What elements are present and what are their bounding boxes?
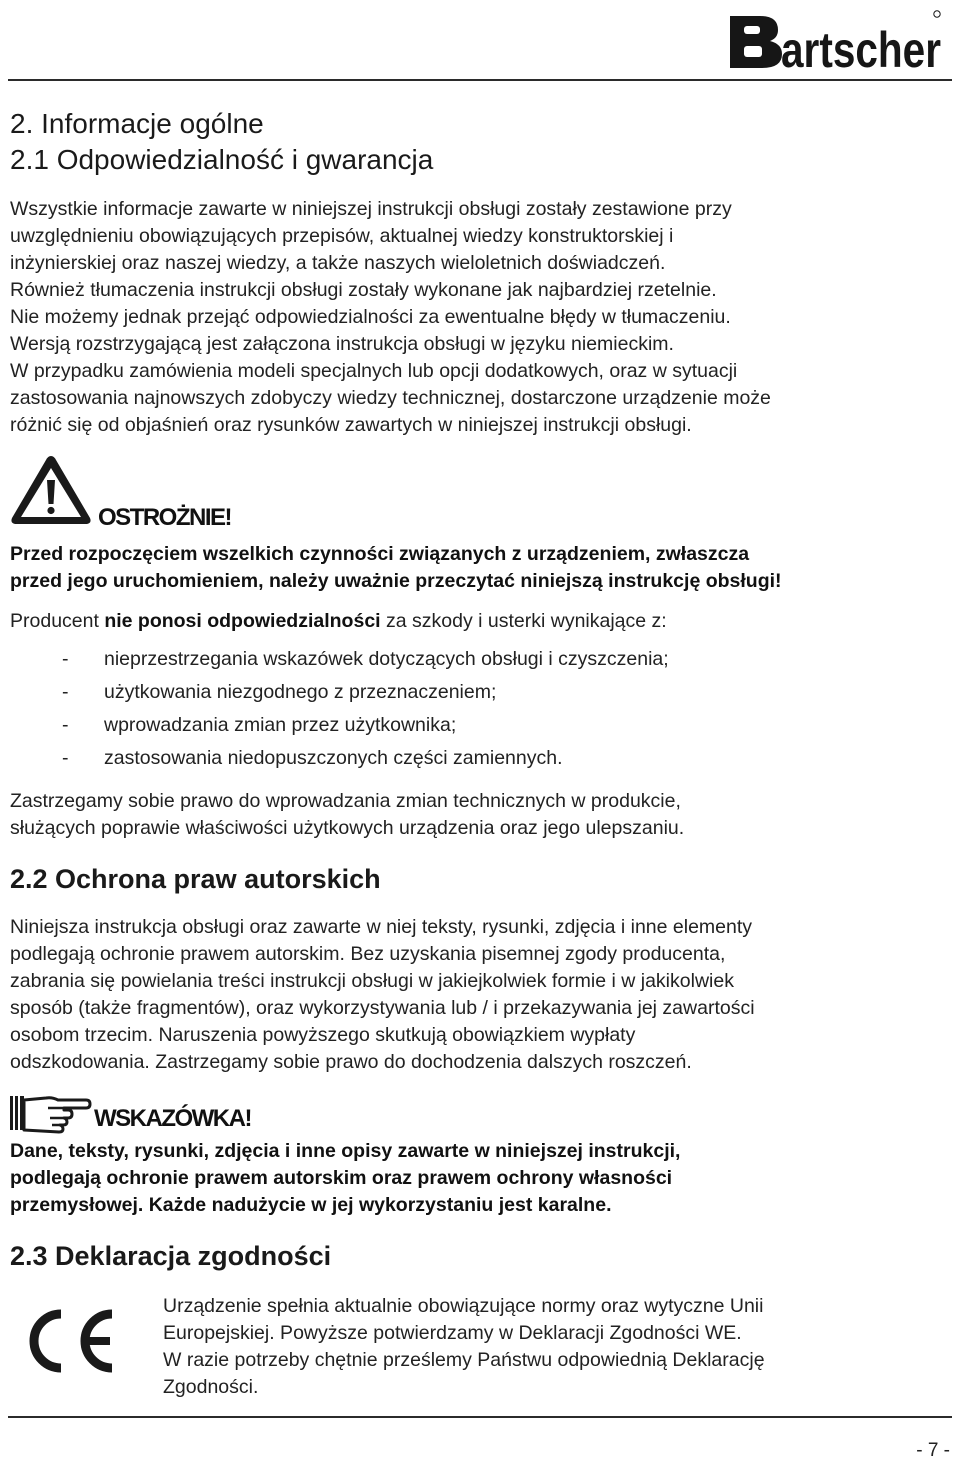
paragraph-line: Zgodności.: [163, 1376, 259, 1398]
paragraph-line: służących poprawie właściwości użytkowych urządzenia oraz jego ulepszaniu.: [10, 817, 685, 839]
list-dash: -: [62, 747, 69, 769]
note-heading: WSKAZÓWKA!: [94, 1105, 251, 1132]
svg-text:artscher: artscher: [781, 22, 941, 78]
pointing-hand-icon: [8, 1092, 92, 1134]
paragraph-line: Wersją rozstrzygającą jest załączona instrukcja obsługi w języku niemieckim.: [10, 333, 674, 355]
warning-triangle-icon: [8, 452, 94, 528]
caution-line: Przed rozpoczęciem wszelkich czynności związanych z urządzeniem, zwłaszcza: [10, 543, 750, 565]
list-item-text: nieprzestrzegania wskazówek dotyczących obsługi i czyszczenia;: [104, 648, 669, 670]
paragraph-line: Również tłumaczenia instrukcji obsługi zostały wykonane jak najbardziej rzetelnie.: [10, 279, 717, 301]
note-line: podlegają ochronie prawem autorskim oraz prawem ochrony własności: [10, 1167, 673, 1189]
copyright-paragraph: [10, 914, 960, 1076]
paragraph-line: Niniejsza instrukcja obsługi oraz zawarte w niej teksty, rysunki, zdjęcia i inne elementy: [10, 916, 753, 938]
subsection-title-2-3: 2.3 Deklaracja zgodności: [10, 1241, 332, 1271]
paragraph-line: Europejskiej. Powyższe potwierdzamy w Deklaracji Zgodności WE.: [163, 1322, 742, 1344]
reservation-paragraph: [10, 788, 960, 842]
bartscher-logo: [726, 6, 944, 78]
paragraph-line: podlegają ochronie prawem autorskim. Bez uzyskania pisemnej zgody producenta,: [10, 943, 726, 965]
liability-suffix: za szkody i usterki wynikające z:: [380, 610, 667, 632]
list-item-text: wprowadzania zmian przez użytkownika;: [104, 714, 457, 736]
footer-rule: [8, 1416, 952, 1418]
paragraph-line: sposób (także fragmentów), oraz wykorzystywania lub / i przekazywania jej zawartości: [10, 997, 755, 1019]
caution-text: [10, 541, 960, 595]
paragraph-line: zastosowania najnowszych zdobyczy wiedzy technicznej, dostarczone urządzenie może: [10, 387, 771, 409]
conformity-paragraph: [163, 1293, 953, 1401]
paragraph-line: Urządzenie spełnia aktualnie obowiązujące normy oraz wytyczne Unii: [163, 1295, 764, 1317]
caution-heading: OSTROŻNIE!: [98, 504, 231, 531]
list-dash: -: [62, 648, 69, 670]
ce-mark-icon: [16, 1306, 120, 1376]
paragraph-line: inżynierskiej oraz naszej wiedzy, a także naszych wieloletnich doświadczeń.: [10, 252, 666, 274]
note-text: [10, 1138, 960, 1219]
header-rule: [8, 79, 952, 81]
paragraph-line: różnić się od objaśnień oraz rysunków zawartych w niniejszej instrukcji obsługi.: [10, 414, 692, 436]
list-dash: -: [62, 681, 69, 703]
responsibility-paragraph: [10, 196, 960, 439]
liability-intro: [10, 608, 960, 635]
paragraph-line: odszkodowania. Zastrzegamy sobie prawo do dochodzenia dalszych roszczeń.: [10, 1051, 692, 1073]
note-line: przemysłowej. Każde nadużycie w jej wykorzystaniu jest karalne.: [10, 1194, 612, 1216]
paragraph-line: uwzględnieniu obowiązujących przepisów, aktualnej wiedzy konstruktorskiej i: [10, 225, 674, 247]
paragraph-line: osobom trzecim. Naruszenia powyższego skutkują obowiązkiem wypłaty: [10, 1024, 636, 1046]
caution-line: przed jego uruchomieniem, należy uważnie przeczytać niniejszą instrukcję obsługi!: [10, 570, 782, 592]
subsection-title-2-2: 2.2 Ochrona praw autorskich: [10, 864, 381, 894]
paragraph-line: Nie możemy jednak przejąć odpowiedzialności za ewentualne błędy w tłumaczeniu.: [10, 306, 731, 328]
subsection-title-2-1: 2.1 Odpowiedzialność i gwarancja: [10, 144, 434, 175]
section-title: 2. Informacje ogólne: [10, 108, 264, 139]
liability-prefix: Producent: [10, 610, 105, 632]
paragraph-line: Wszystkie informacje zawarte w niniejszej instrukcji obsługi zostały zestawione przy: [10, 198, 732, 220]
list-dash: -: [62, 714, 69, 736]
note-line: Dane, teksty, rysunki, zdjęcia i inne opisy zawarte w niniejszej instrukcji,: [10, 1140, 681, 1162]
page-number: - 7 -: [916, 1440, 950, 1461]
paragraph-line: zabrania się powielania treści instrukcji obsługi w jakiejkolwiek formie i w jakikolwiek: [10, 970, 734, 992]
paragraph-line: W przypadku zamówienia modeli specjalnych lub opcji dodatkowych, oraz w sytuacji: [10, 360, 738, 382]
paragraph-line: Zastrzegamy sobie prawo do wprowadzania zmian technicznych w produkcie,: [10, 790, 681, 812]
list-item-text: użytkowania niezgodnego z przeznaczeniem;: [104, 681, 497, 703]
liability-emphasis: nie ponosi odpowiedzialności: [104, 610, 381, 632]
list-item-text: zastosowania niedopuszczonych części zamiennych.: [104, 747, 563, 769]
paragraph-line: W razie potrzeby chętnie prześlemy Państwu odpowiednią Deklarację: [163, 1349, 765, 1371]
